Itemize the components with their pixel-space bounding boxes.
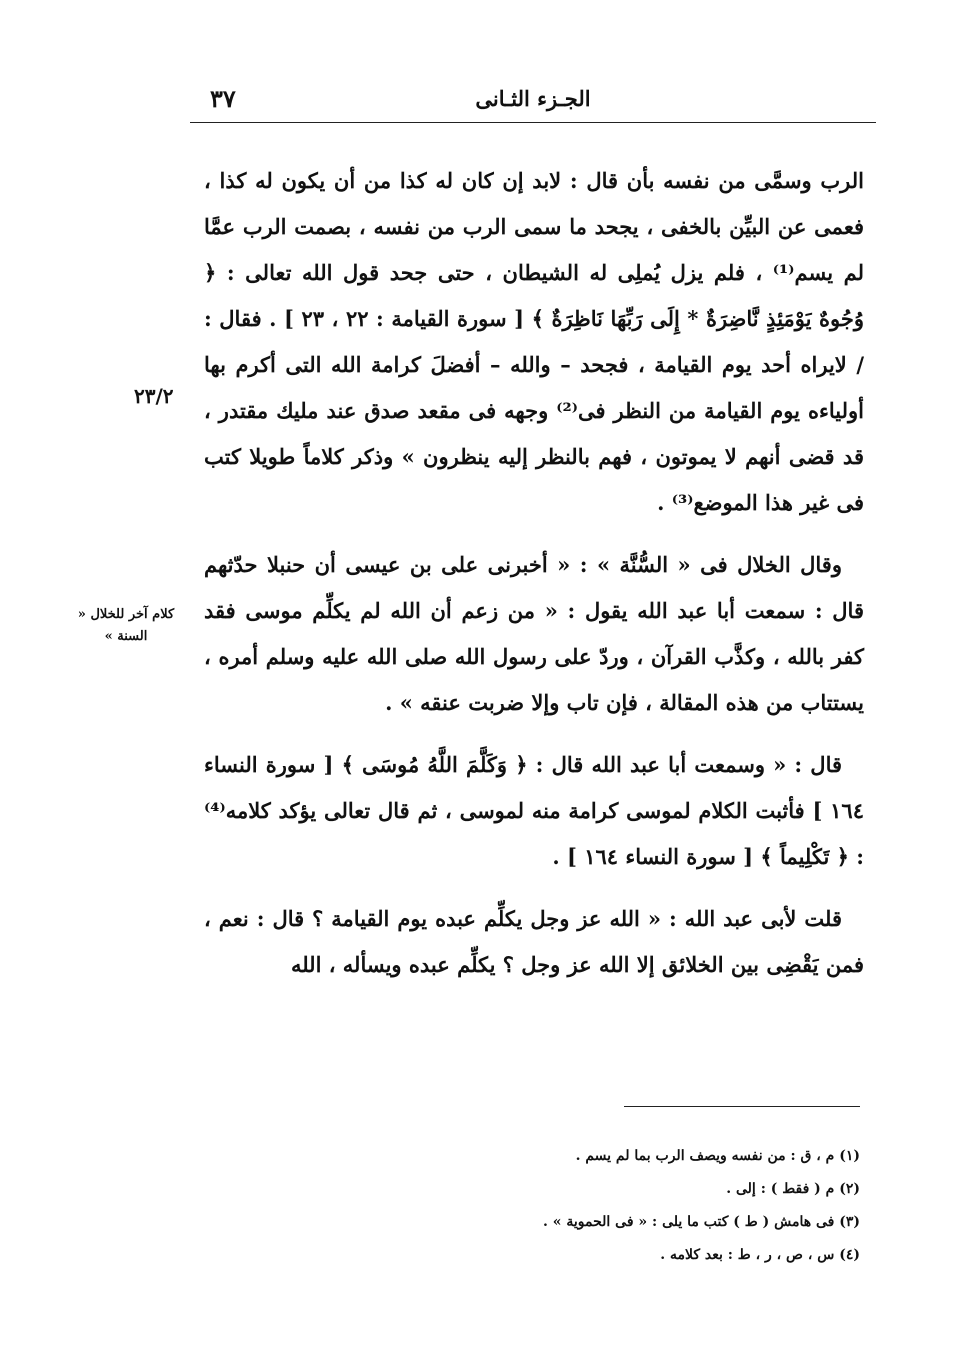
footnote: (٢) م ( فقط ) : إلى . xyxy=(726,1181,860,1197)
paragraph: الرب وسمَّى من نفسه بأن قال : لابد إن كان له كذا من أن يكون له كذا ، فعمى عن البيِّن بالخفى ، يجحد ما سمى الرب من نفسه ، بصمت الرب عمَّا لم يسم⁽¹⁾ ، فلم يزل يُملِى له الشيطان ، حتى جحد قول الله تعالى : ﴿ وُجُوهٌ يَوْمَئِذٍ نَّاضِرَةٌ * إِلَى رَبِّهَا نَاظِرَةٌ ﴾ [ سورة القيامة : ٢٢ ، ٢٣ ] . فقال : / لايراه أحد يوم القيامة ، فجحد – والله – أفضلَ كرامة الله التى أكرم بها أولياءه يوم القيامة من النظر فى⁽²⁾ وجهه فى مقعد صدق عند مليك مقتدر ، قد قضى أنهم لا يموتون ، فهم بالنظر إليه ينظرون » وذكر كلاماً طويلا كتب فى غير هذا الموضع⁽³⁾ . xyxy=(204,168,865,515)
paragraph: وقال الخلال فى « السُّنَّة » : « أخبرنى على بن عيسى أن حنبلا حدّثهم قال : سمعت أبا عبد الله يقول : « من زعم أن الله لم يكلِّم موسى فقد كفر بالله ، وكذَّب القرآن ، وردّ على رسول الله صلى الله عليه وسلم أمره ، يستتاب من هذه المقالة ، فإن تاب وإلا ضربت عنقه » . xyxy=(204,552,864,715)
footnote: (٤) س ، ص ، ر ، ط : بعد كلامه . xyxy=(660,1247,860,1263)
side-note: كلام آخر للخلال « السنة » xyxy=(77,607,175,644)
paragraph: قال : « وسمعت أبا عبد الله قال : ﴿ وَكَلَّمَ اللَّهُ مُوسَى ﴾ [ سورة النساء ١٦٤ ] فأثبت الكلام لموسى كرامة منه لموسى ، ثم قال تعالى يؤكد كلامه⁽⁴⁾ : ﴿ تَكْلِيماً ﴾ [ سورة النساء ١٦٤ ] . xyxy=(204,752,864,869)
margin-page-reference: ٢٣/٢ xyxy=(134,384,174,408)
running-title: الجـزء الثـانى xyxy=(475,86,591,111)
main-text xyxy=(204,158,864,1004)
page-header xyxy=(190,78,876,123)
footnote-divider xyxy=(624,1106,860,1107)
footnote: (١) م ، ق : من نفسه ويصف الرب بما لم يسم . xyxy=(575,1148,860,1164)
page-number: ٣٧ xyxy=(210,84,236,113)
footnotes xyxy=(420,1140,860,1272)
paragraph: قلت لأبى عبد الله : « الله عز وجل يكلِّم عبده يوم القيامة ؟ قال : نعم ، فمن يَقْضِى بين الخلائق إلا الله عز وجل ؟ يكلِّم عبده ويسأله ، الله xyxy=(204,906,864,977)
footnote: (٣) فى هامش ( ط ) كتب ما يلى : « فى الحموية » . xyxy=(543,1214,860,1230)
